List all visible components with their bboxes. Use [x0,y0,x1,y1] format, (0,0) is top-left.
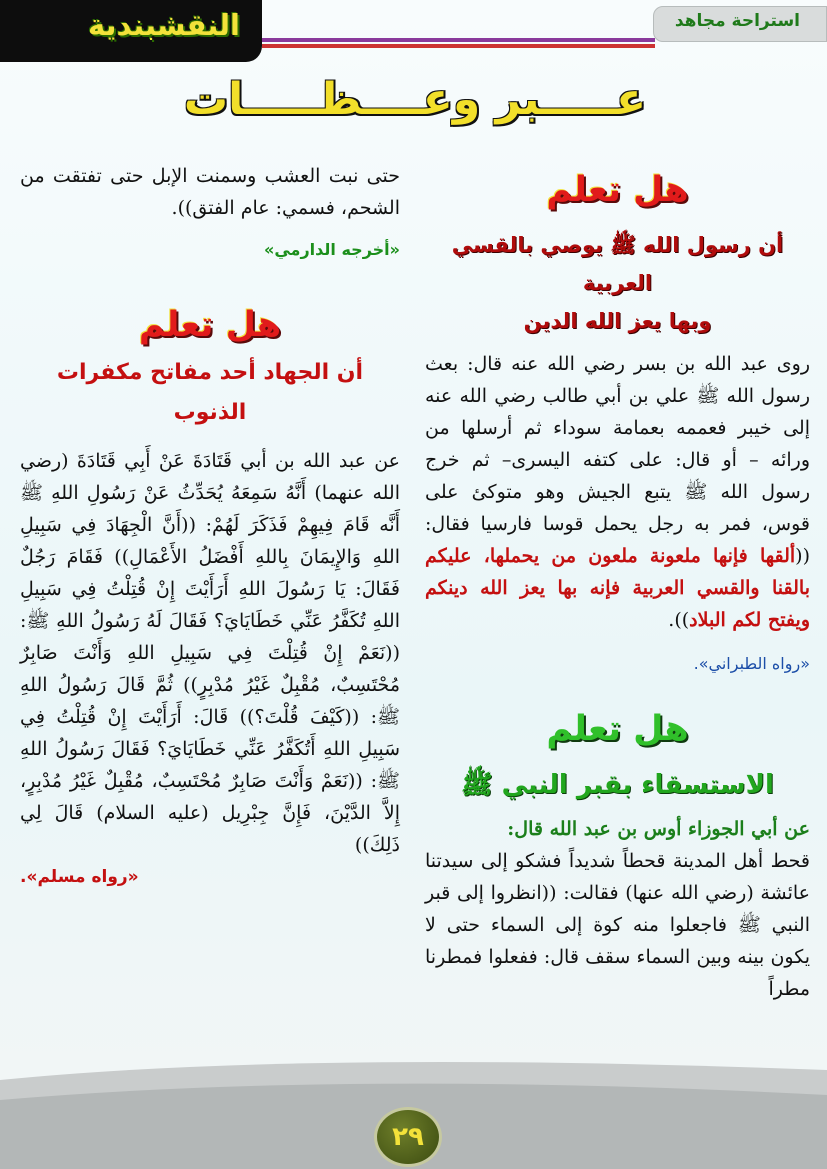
section-author: استراحة مجاهد [674,11,800,31]
continuation-source: «أخرجه الدارمي» [264,240,400,259]
magazine-title: النقشبندية [88,8,240,42]
section1-heading: هل تعلم [546,170,689,210]
magazine-logo [0,0,262,62]
section3-heading: هل تعلم [138,305,282,345]
section3-body: عن عبد الله بن أبي قَتَادَةَ عَنْ أَبِي قَتَادَةَ (رضي الله عنهما) أَنَّهُ سَمِعَهُ يُحَدِّثُ عَنْ رَسُولِ اللهِ ﷺ أَنَّه قَامَ فِيهِمْ فَذَكَرَ لَهُمْ: ((أَنَّ الْجِهَادَ فِي سَبِيلِ اللهِ وَالإِيمَانَ بِاللهِ أَفْضَلُ الأَعْمَالِ)) فَقَامَ رَجُلٌ فَقَالَ: يَا رَسُولَ اللهِ أَرَأَيْتَ إِنْ قُتِلْتُ فِي سَبِيلِ اللهِ تُكَفَّرُ عَنِّي خَطَايَايَ؟ فَقَالَ لَهُ رَسُولُ اللهِ ﷺ: ((نَعَمْ إِنْ قُتِلْتَ فِي سَبِيلِ اللهِ وَأَنْتَ صَابِرٌ مُحْتَسِبٌ، مُقْبِلٌ غَيْرُ مُدْبِرٍ)) ثُمَّ قَالَ رَسُولُ اللهِ ﷺ: ((كَيْفَ قُلْتَ؟)) قَالَ: أَرَأَيْتَ إِنْ قُتِلْتُ فِي سَبِيلِ اللهِ أَتُكَفَّرُ عَنِّي خَطَايَايَ؟ فَقَالَ رَسُولُ اللهِ ﷺ: ((نَعَمْ وَأَنْتَ صَابِرٌ مُحْتَسِبٌ، مُقْبِلٌ غَيْرُ مُدْبِرٍ، إِلاَّ الدَّيْنَ، فَإِنَّ جِبْرِيل (عليه السلام) قَالَ لِي ذَلِكَ)) [20,450,400,856]
section2-body: قحط أهل المدينة قحطاً شديداً فشكو إلى سيدتنا عائشة (رضي الله عنها) فقالت: ((انظروا إلى قبر النبي ﷺ فاجعلوا منه كوة إلى السماء حتى لا يكون بينه وبين السماء سقف قال: ففعلوا فمطرنا مطراً [425,850,810,1000]
page-number: ٢٩ [374,1107,442,1167]
section2-lead: عن أبي الجوزاء أوس بن عبد الله قال: [507,818,810,840]
right-column [425,150,810,1005]
page-title: عـــــبر وعــــظـــــات [183,74,647,125]
header-stripe-red [262,44,655,48]
section2-subtitle: الاستسقاء بقبر النبي ﷺ [461,770,774,800]
section1-body-quote: ألقها فإنها ملعونة ملعون من يحملها، عليكم بالقنا والقسي العربية فإنه بها يعز الله دينكم ويفتح لكم البلاد [425,545,810,631]
section3-subtitle-line2: الذنوب [173,400,247,425]
section1-subtitle-line1: أن رسول الله ﷺ يوصي بالقسي العربية [451,233,784,295]
continuation-text: حتى نبت العشب وسمنت الإبل حتى تفتقت من الشحم، فسمي: عام الفتق)). [20,165,400,219]
section3-source: «رواه مسلم». [20,867,139,887]
section1-body [425,348,810,636]
section3-subtitle-line1: أن الجهاد أحد مفاتح مكفرات [56,360,364,385]
section1-body-end: )). [668,609,690,631]
section-label [653,6,827,42]
section2-heading: هل تعلم [546,709,689,749]
section1-source: «رواه الطبراني». [693,654,810,673]
left-column [20,150,400,887]
section1-subtitle-line2: وبها يعز الله الدين [523,309,712,333]
header-stripe-purple [262,38,655,42]
section1-body-intro: روى عبد الله بن بسر رضي الله عنه قال: بعث رسول الله ﷺ علي بن أبي طالب رضي الله عنه إلى خيبر فعممه بعمامة سوداء ثم أرسلها من ورائه – أو قال: على كتفه اليسرى– ثم خرج رسول الله ﷺ يتبع الجيش وهو متوكئ على قوس، فمر به رجل يحمل قوسا فارسيا فقال: (( [425,353,810,567]
